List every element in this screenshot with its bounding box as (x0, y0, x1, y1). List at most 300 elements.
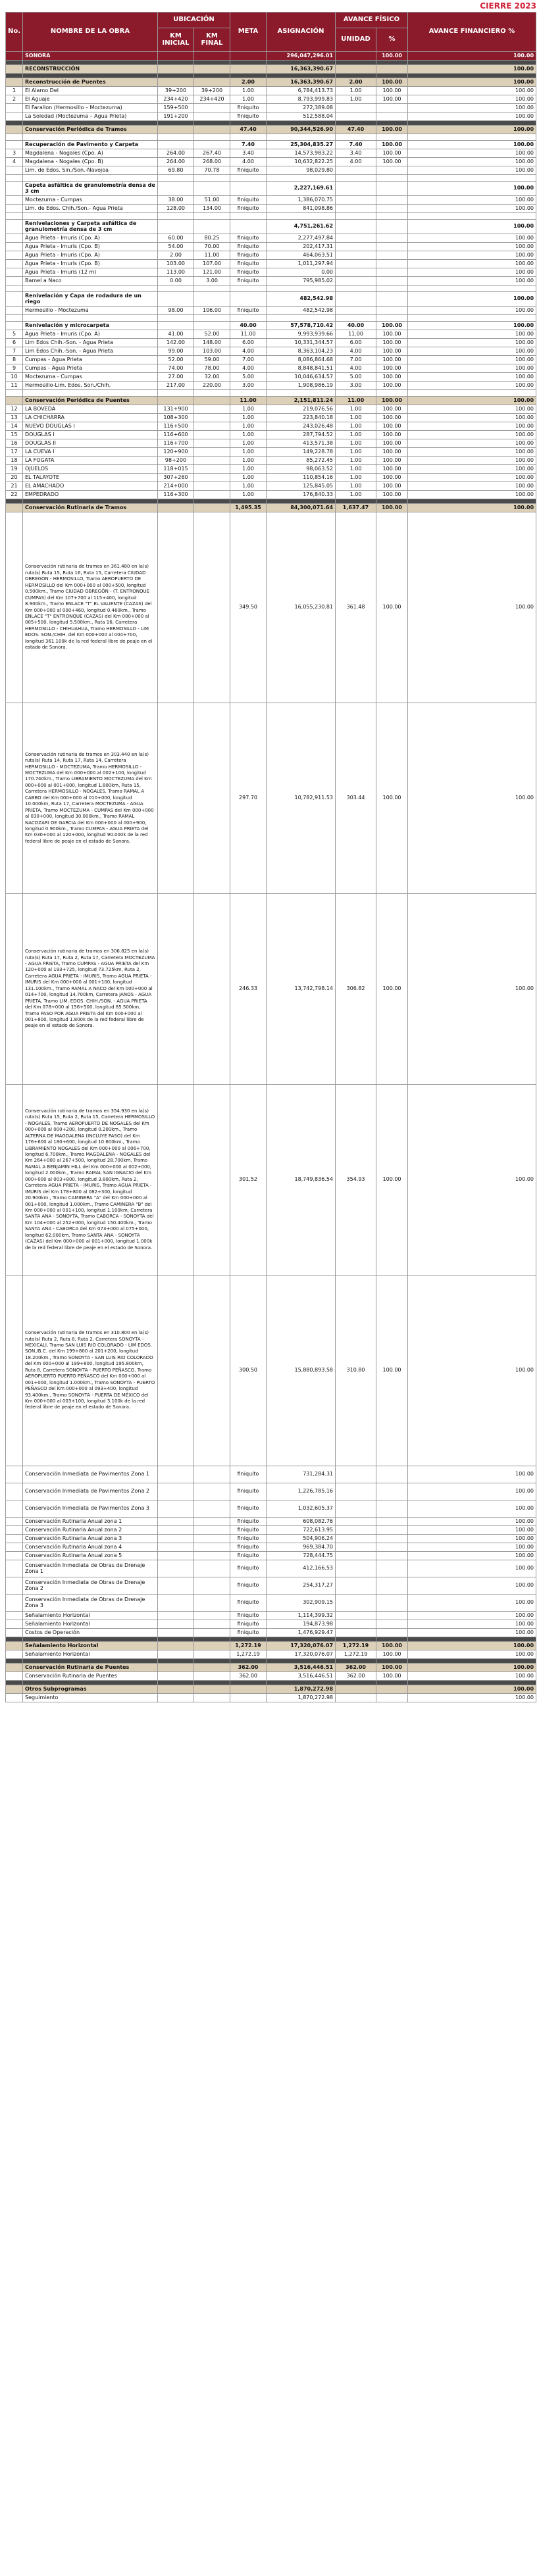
empty-cell (408, 74, 536, 78)
cell-avance-financiero: 100.00 (408, 448, 536, 457)
cell-no (6, 260, 23, 268)
empty-cell (376, 499, 408, 504)
empty-cell (376, 390, 408, 397)
cell-no (6, 251, 23, 260)
cell-avance-financiero: 100.00 (408, 196, 536, 205)
empty-cell (6, 390, 23, 397)
cell-avance-financiero: 100.00 (408, 1500, 536, 1518)
cell-avance-financiero: 100.00 (408, 234, 536, 243)
cell-unidad: 1.00 (336, 482, 376, 491)
cell-km-final (194, 397, 230, 405)
cell-pct: 100.00 (376, 397, 408, 405)
group-row (6, 1685, 536, 1694)
cell-pct: 100.00 (376, 894, 408, 1085)
cell-avance-financiero: 100.00 (408, 1664, 536, 1672)
cell-km-inicial: 103.00 (158, 260, 194, 268)
cell-asignacion: 3,516,446.51 (267, 1664, 336, 1672)
cell-pct: 100.00 (376, 78, 408, 87)
empty-cell (408, 1681, 536, 1685)
cell-unidad: 5.00 (336, 373, 376, 382)
cell-meta: 3.00 (230, 382, 267, 390)
empty-cell (6, 74, 23, 78)
cell-obra: EMPEDRADO (23, 491, 158, 499)
separator-row (6, 1659, 536, 1664)
empty-cell (376, 1637, 408, 1642)
cell-avance-financiero: 100.00 (408, 158, 536, 166)
cell-no: 15 (6, 431, 23, 439)
cell-asignacion: 1,386,070.75 (267, 196, 336, 205)
cell-pct: 100.00 (376, 364, 408, 373)
cell-avance-financiero: 100.00 (408, 512, 536, 703)
table-row (6, 1535, 536, 1543)
cell-km-final (194, 1694, 230, 1702)
table-row (6, 414, 536, 422)
table-row (6, 1595, 536, 1612)
cell-no (6, 1543, 23, 1552)
cell-no (6, 78, 23, 87)
table-row (6, 1526, 536, 1535)
cell-asignacion: 90,344,526.90 (267, 126, 336, 134)
cell-pct: 100.00 (376, 149, 408, 158)
empty-cell (376, 213, 408, 220)
table-row (6, 431, 536, 439)
cell-asignacion: 795,985.02 (267, 277, 336, 285)
cell-km-inicial (158, 1535, 194, 1543)
cell-obra: Conservación rutinaria de tramos en 310.800 en la(s) ruta(s) Ruta 2, Ruta 8, Ruta 2, Carretera SONOYTA - MEXICALI, Tramo SAN LUIS RIO COLORADO - LIM EDOS. SON./B.C. del Km 199+800 al 201+200, longitud 18.200km., Tramo SONOYTA - SAN LUIS RIO COLORADO del Km 000+000 al 199+800, longitud 195.800km, Ruta 8, Carretera SONOYTA - PUERTO PEÑASCO, Tramo AEROPUERTO PUERTO PEÑASCO del Km 000+000 al 001+000, longitud 1.000km., Tramo SONOYTA - PUERTO PEÑASCO del Km 000+000 al 093+400, longitud 93.400km., Tramo SONOYTA - PUERTA DE MÉXICO del Km 000+000 al 003+100, longitud 3.100k de la red federal libre de peaje en el estado de Sonora. (23, 1276, 158, 1466)
empty-cell (23, 121, 158, 126)
cell-no: 10 (6, 373, 23, 382)
cell-avance-financiero: 100.00 (408, 397, 536, 405)
cell-avance-financiero: 100.00 (408, 457, 536, 465)
cell-unidad: 4.00 (336, 158, 376, 166)
cell-meta: 47.40 (230, 126, 267, 134)
cell-km-final: 52.00 (194, 330, 230, 339)
cell-asignacion: 15,880,893.58 (267, 1276, 336, 1466)
cell-km-final (194, 1518, 230, 1526)
cell-no (6, 703, 23, 894)
cell-obra: Conservación Rutinaria Anual zona 2 (23, 1526, 158, 1535)
cell-no (6, 1694, 23, 1702)
empty-cell (6, 315, 23, 322)
cell-unidad (336, 1483, 376, 1500)
empty-cell (194, 1637, 230, 1642)
empty-cell (376, 134, 408, 141)
cell-avance-financiero: 100.00 (408, 1543, 536, 1552)
cell-unidad (336, 1552, 376, 1560)
cell-obra: Conservación Inmediata de Obras de Drenaje Zona 1 (23, 1560, 158, 1577)
cell-obra: Magdalena - Nogales (Cpo. B) (23, 158, 158, 166)
cell-unidad: 1.00 (336, 414, 376, 422)
cell-meta: finiquito (230, 260, 267, 268)
empty-cell (267, 61, 336, 65)
cell-obra: Seguimiento (23, 1694, 158, 1702)
state-row (6, 52, 536, 61)
empty-cell (23, 1681, 158, 1685)
empty-cell (336, 134, 376, 141)
cell-avance-financiero: 100.00 (408, 474, 536, 482)
cell-meta: 1.00 (230, 87, 267, 95)
cell-pct (376, 1629, 408, 1637)
cell-pct: 100.00 (376, 330, 408, 339)
cell-km-inicial: 191+200 (158, 112, 194, 121)
cell-km-inicial: 98+200 (158, 457, 194, 465)
cell-pct (376, 292, 408, 307)
table-row (6, 1276, 536, 1466)
cell-no: 9 (6, 364, 23, 373)
cell-meta: 11.00 (230, 397, 267, 405)
table-row (6, 260, 536, 268)
empty-cell (336, 390, 376, 397)
cell-asignacion: 18,749,836.54 (267, 1085, 336, 1276)
cell-meta: finiquito (230, 196, 267, 205)
cell-pct: 100.00 (376, 491, 408, 499)
cell-avance-financiero: 100.00 (408, 382, 536, 390)
cell-km-inicial (158, 1500, 194, 1518)
cell-km-inicial (158, 1629, 194, 1637)
cell-avance-financiero: 100.00 (408, 78, 536, 87)
cell-no (6, 1642, 23, 1650)
cell-obra: Señalamiento Horizontal (23, 1620, 158, 1629)
cell-meta: 1.00 (230, 439, 267, 448)
cell-avance-financiero: 100.00 (408, 260, 536, 268)
empty-cell (230, 134, 267, 141)
empty-cell (376, 175, 408, 182)
cell-no (6, 65, 23, 74)
cell-asignacion: 17,320,076.07 (267, 1642, 336, 1650)
cell-km-final (194, 1685, 230, 1694)
cell-pct: 100.00 (376, 439, 408, 448)
cell-obra: Agua Prieta - Imuris (Cpo. B) (23, 260, 158, 268)
table-row (6, 112, 536, 121)
cell-unidad: 11.00 (336, 330, 376, 339)
col-avance-financiero: AVANCE FINANCIERO % (408, 12, 536, 52)
cell-km-inicial: 118+015 (158, 465, 194, 474)
cell-obra: EL AMACHADO (23, 482, 158, 491)
col-asignacion: ASIGNACIÓN (267, 12, 336, 52)
cell-meta: finiquito (230, 268, 267, 277)
cell-unidad (336, 196, 376, 205)
cell-meta: 1.00 (230, 448, 267, 457)
table-row (6, 512, 536, 703)
cell-no (6, 322, 23, 330)
cell-avance-financiero: 100.00 (408, 339, 536, 347)
table-row (6, 1577, 536, 1595)
cell-unidad (336, 1518, 376, 1526)
cell-pct (376, 112, 408, 121)
cell-no: 21 (6, 482, 23, 491)
cell-no (6, 1629, 23, 1637)
cell-asignacion: 2,151,811.24 (267, 397, 336, 405)
cell-meta: 7.40 (230, 141, 267, 149)
cell-unidad: 7.40 (336, 141, 376, 149)
cell-obra: Conservación rutinaria de tramos en 361.480 en la(s) ruta(s) Ruta 15, Ruta 16, Ruta 15, Carretera CIUDAD OBREGÓN - HERMOSILLO, Tramo AEROPUERTO DE HERMOSILLO del Km 000+000 al 000+500, longitud 0.500km., Tramo CIUDAD OBREGÓN - (T. ENTRONQUE CUMPAS) del Km 107+700 al 115+400, longitud 8.900km., Tramo ENLACE "T" EL VALIENTE (CAZAS) del Km 000+000 al 000+460, longitud 0.460km., Tramo ENLACE "T" ENTRONQUE (CAZAS) del Km 000+000 al 005+500, longitud 5.500km., Ruta 16, Carretera HERMOSILLO - CHIHUAHUA, Tramo HERMOSILLO - LIM EDOS. SON./CHIH. del Km 000+000 al 004+700, longitud 361.100k de la red federal libre de peaje en el estado de Sonora. (23, 512, 158, 703)
cell-avance-financiero: 100.00 (408, 95, 536, 104)
cell-avance-financiero: 100.00 (408, 414, 536, 422)
cell-asignacion: 84,300,071.64 (267, 504, 336, 512)
cell-km-final (194, 422, 230, 431)
cell-avance-financiero: 100.00 (408, 205, 536, 213)
cell-km-final (194, 1526, 230, 1535)
cell-no (6, 1672, 23, 1681)
empty-cell (267, 390, 336, 397)
cell-asignacion: 1,476,929.47 (267, 1629, 336, 1637)
empty-cell (6, 134, 23, 141)
cell-pct: 100.00 (376, 422, 408, 431)
cell-km-final (194, 78, 230, 87)
cell-obra: LA CHICHARRA (23, 414, 158, 422)
cell-pct (376, 1552, 408, 1560)
col-obra: NOMBRE DE LA OBRA (23, 12, 158, 52)
cell-obra: Conservación Rutinaria Anual zona 4 (23, 1543, 158, 1552)
empty-cell (158, 390, 194, 397)
cell-obra: Cumpas - Agua Prieta (23, 356, 158, 364)
table-row (6, 277, 536, 285)
cell-asignacion: 512,588.04 (267, 112, 336, 121)
cell-unidad: 2.00 (336, 78, 376, 87)
empty-cell (194, 134, 230, 141)
cell-obra: Recuperación de Pavimento y Carpeta (23, 141, 158, 149)
separator-row (6, 61, 536, 65)
empty-cell (23, 1659, 158, 1664)
cell-obra: Costos de Operación (23, 1629, 158, 1637)
cell-avance-financiero: 100.00 (408, 422, 536, 431)
cell-no (6, 104, 23, 112)
cell-avance-financiero: 100.00 (408, 126, 536, 134)
cell-asignacion: 98,063.52 (267, 465, 336, 474)
cell-km-inicial: 234+420 (158, 95, 194, 104)
group-row (6, 78, 536, 87)
cell-meta: 300.50 (230, 1276, 267, 1466)
empty-cell (336, 175, 376, 182)
cell-meta: finiquito (230, 112, 267, 121)
cell-unidad (336, 1560, 376, 1577)
cell-avance-financiero: 100.00 (408, 364, 536, 373)
cell-obra: Moctezuma - Cumpas (23, 196, 158, 205)
cell-meta: 1.00 (230, 482, 267, 491)
empty-cell (194, 121, 230, 126)
group-row (6, 1642, 536, 1650)
cell-no: 4 (6, 158, 23, 166)
cell-obra: El Alamo Del (23, 87, 158, 95)
cell-avance-financiero: 100.00 (408, 1526, 536, 1535)
cell-pct (376, 1612, 408, 1620)
cell-no (6, 1664, 23, 1672)
cell-unidad: 7.00 (336, 356, 376, 364)
cell-obra: Capeta asfáltica de granulometría densa de 3 cm (23, 182, 158, 196)
cell-meta: finiquito (230, 104, 267, 112)
cell-km-inicial: 52.00 (158, 356, 194, 364)
cell-unidad: 1.00 (336, 491, 376, 499)
cell-avance-financiero: 100.00 (408, 1629, 536, 1637)
table-row (6, 703, 536, 894)
cell-meta: finiquito (230, 1466, 267, 1483)
empty-cell (336, 61, 376, 65)
empty-cell (158, 213, 194, 220)
cell-avance-financiero: 100.00 (408, 307, 536, 315)
cell-km-inicial (158, 504, 194, 512)
cell-km-final (194, 220, 230, 234)
empty-cell (194, 499, 230, 504)
cell-obra: Otros Subprogramas (23, 1685, 158, 1694)
cell-no (6, 166, 23, 175)
cell-no: 3 (6, 149, 23, 158)
cell-km-inicial (158, 512, 194, 703)
cell-meta: 3.40 (230, 149, 267, 158)
cell-km-final (194, 894, 230, 1085)
cell-unidad (336, 1577, 376, 1595)
cell-unidad (336, 220, 376, 234)
cell-asignacion: 302,909.15 (267, 1595, 336, 1612)
cell-km-final (194, 465, 230, 474)
table-row (6, 1694, 536, 1702)
cell-obra: LA FOGATA (23, 457, 158, 465)
table-row (6, 307, 536, 315)
cell-avance-financiero: 100.00 (408, 1535, 536, 1543)
cell-km-inicial (158, 1560, 194, 1577)
table-row (6, 347, 536, 356)
cell-avance-financiero: 100.00 (408, 1672, 536, 1681)
cell-pct: 100.00 (376, 1650, 408, 1659)
cell-pct (376, 182, 408, 196)
cell-km-inicial (158, 1664, 194, 1672)
cell-avance-financiero: 100.00 (408, 52, 536, 61)
cell-no (6, 52, 23, 61)
cell-km-inicial (158, 1672, 194, 1681)
cell-km-inicial: 74.00 (158, 364, 194, 373)
cell-km-final (194, 182, 230, 196)
cell-avance-financiero: 100.00 (408, 465, 536, 474)
cell-meta: 1.00 (230, 491, 267, 499)
cell-no: 18 (6, 457, 23, 465)
cell-obra: Renivelación y Capa de rodadura de un riego (23, 292, 158, 307)
cell-km-final (194, 491, 230, 499)
cell-avance-financiero: 100.00 (408, 1650, 536, 1659)
cell-unidad (336, 52, 376, 61)
cell-unidad (336, 307, 376, 315)
empty-cell (408, 1659, 536, 1664)
cell-obra: Conservación Rutinaria Anual zona 5 (23, 1552, 158, 1560)
cell-km-final (194, 1466, 230, 1483)
cell-meta: 349.50 (230, 512, 267, 703)
cell-unidad: 4.00 (336, 347, 376, 356)
cell-pct: 100.00 (376, 339, 408, 347)
cell-asignacion: 722,613.95 (267, 1526, 336, 1535)
cell-pct (376, 1543, 408, 1552)
cell-pct: 100.00 (376, 1672, 408, 1681)
empty-cell (408, 390, 536, 397)
cell-km-final: 268.00 (194, 158, 230, 166)
table-row (6, 457, 536, 465)
col-no: No. (6, 12, 23, 52)
cell-km-final (194, 1483, 230, 1500)
cell-km-final (194, 65, 230, 74)
col-avance-fisico: AVANCE FÍSICO (336, 12, 408, 28)
cell-asignacion: 412,166.53 (267, 1560, 336, 1577)
empty-cell (23, 390, 158, 397)
cell-km-inicial (158, 1085, 194, 1276)
table-header (6, 12, 536, 52)
cell-no (6, 1518, 23, 1526)
cell-km-inicial: 264.00 (158, 149, 194, 158)
cell-km-inicial: 69.80 (158, 166, 194, 175)
spacer-row (6, 285, 536, 292)
cell-km-final (194, 1672, 230, 1681)
empty-cell (194, 1659, 230, 1664)
cell-km-inicial (158, 1642, 194, 1650)
cell-meta: finiquito (230, 1620, 267, 1629)
cell-no (6, 182, 23, 196)
cell-avance-financiero: 100.00 (408, 141, 536, 149)
cell-unidad (336, 104, 376, 112)
cell-pct: 100.00 (376, 126, 408, 134)
cell-km-inicial: 116+700 (158, 439, 194, 448)
cell-no (6, 1535, 23, 1543)
table-row (6, 243, 536, 251)
cell-km-inicial: 60.00 (158, 234, 194, 243)
cell-unidad: 1.00 (336, 405, 376, 414)
cell-no (6, 1552, 23, 1560)
cell-asignacion: 98,029.80 (267, 166, 336, 175)
cell-unidad (336, 205, 376, 213)
cell-obra: Conservación Rutinaria Anual zona 3 (23, 1535, 158, 1543)
cell-meta: 11.00 (230, 330, 267, 339)
cell-km-inicial (158, 1526, 194, 1535)
cell-km-inicial (158, 1577, 194, 1595)
cell-km-final (194, 104, 230, 112)
empty-cell (230, 213, 267, 220)
table-row (6, 1466, 536, 1483)
cell-asignacion: 57,578,710.42 (267, 322, 336, 330)
cell-km-final (194, 1664, 230, 1672)
cell-km-inicial (158, 65, 194, 74)
cell-no: 12 (6, 405, 23, 414)
cell-pct (376, 1535, 408, 1543)
cell-asignacion: 2,227,169.61 (267, 182, 336, 196)
empty-cell (158, 285, 194, 292)
cell-km-final (194, 1612, 230, 1620)
cell-km-final (194, 482, 230, 491)
cell-avance-financiero: 100.00 (408, 87, 536, 95)
cell-asignacion: 841,098.86 (267, 205, 336, 213)
cell-km-inicial: 214+000 (158, 482, 194, 491)
cell-km-final: 11.00 (194, 251, 230, 260)
cell-asignacion: 13,742,798.14 (267, 894, 336, 1085)
cell-km-inicial: 142.00 (158, 339, 194, 347)
empty-cell (336, 499, 376, 504)
cell-no: 17 (6, 448, 23, 457)
table-row (6, 149, 536, 158)
cell-unidad (336, 251, 376, 260)
cell-avance-financiero: 100.00 (408, 1642, 536, 1650)
cell-pct: 100.00 (376, 347, 408, 356)
cell-meta: finiquito (230, 1629, 267, 1637)
cell-meta: finiquito (230, 1500, 267, 1518)
cell-asignacion: 14,573,983.22 (267, 149, 336, 158)
cell-asignacion: 1,011,297.94 (267, 260, 336, 268)
cell-no (6, 205, 23, 213)
cell-unidad: 1.00 (336, 439, 376, 448)
table-row (6, 364, 536, 373)
cell-unidad (336, 1595, 376, 1612)
cell-obra: Magdalena - Nogales (Cpo. A) (23, 149, 158, 158)
group-row (6, 1664, 536, 1672)
cell-km-final (194, 1085, 230, 1276)
cell-unidad: 11.00 (336, 397, 376, 405)
cell-km-inicial (158, 292, 194, 307)
cell-meta: 362.00 (230, 1672, 267, 1681)
cell-pct (376, 268, 408, 277)
group-row (6, 126, 536, 134)
